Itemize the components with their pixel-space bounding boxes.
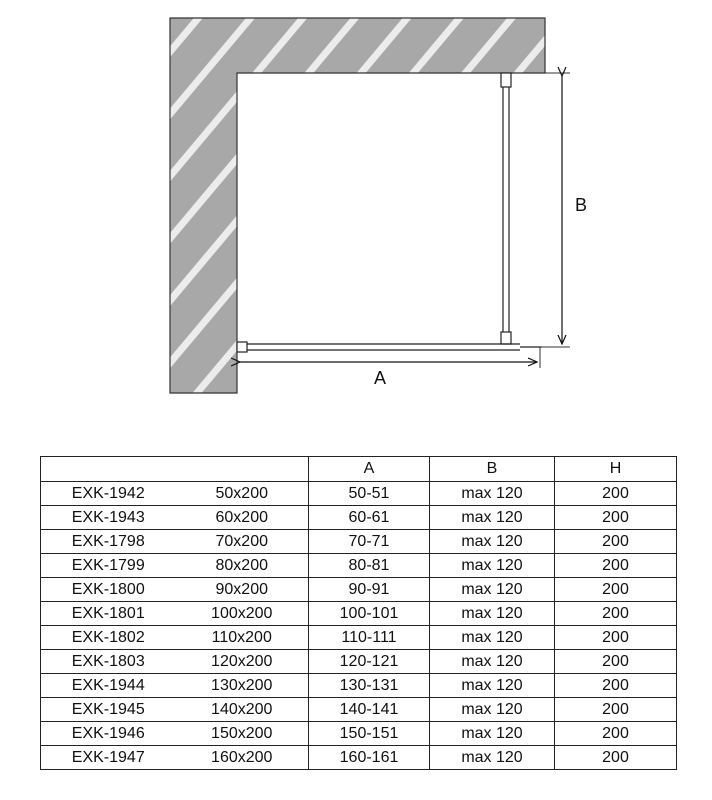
cell-col-b: max 120 bbox=[430, 674, 555, 698]
cell-code: EXK-1803 bbox=[41, 650, 176, 674]
side-glass-panel bbox=[501, 73, 511, 344]
front-glass-panel bbox=[237, 342, 542, 352]
wall-hatched bbox=[170, 18, 545, 393]
cell-code: EXK-1802 bbox=[41, 626, 176, 650]
cell-col-b: max 120 bbox=[430, 482, 555, 506]
table-row bbox=[41, 626, 677, 650]
cell-col-h: 200 bbox=[555, 602, 677, 626]
cell-code: EXK-1942 bbox=[41, 482, 176, 506]
cell-col-b: max 120 bbox=[430, 578, 555, 602]
table-row bbox=[41, 482, 677, 506]
cell-col-b: max 120 bbox=[430, 698, 555, 722]
cell-col-h: 200 bbox=[555, 530, 677, 554]
cell-code: EXK-1944 bbox=[41, 674, 176, 698]
table-row bbox=[41, 506, 677, 530]
cell-col-a: 130-131 bbox=[309, 674, 430, 698]
cell-size: 60x200 bbox=[176, 506, 309, 530]
cell-col-h: 200 bbox=[555, 578, 677, 602]
cell-col-a: 160-161 bbox=[309, 746, 430, 770]
cell-col-a: 50-51 bbox=[309, 482, 430, 506]
cell-col-a: 150-151 bbox=[309, 722, 430, 746]
cell-size: 150x200 bbox=[176, 722, 309, 746]
cell-col-h: 200 bbox=[555, 722, 677, 746]
cell-code: EXK-1799 bbox=[41, 554, 176, 578]
dimension-b bbox=[512, 73, 587, 347]
cell-col-b: max 120 bbox=[430, 554, 555, 578]
cell-col-a: 70-71 bbox=[309, 530, 430, 554]
cell-col-a: 140-141 bbox=[309, 698, 430, 722]
dimension-a bbox=[240, 347, 540, 388]
table-row bbox=[41, 554, 677, 578]
cell-size: 90x200 bbox=[176, 578, 309, 602]
cell-col-a: 90-91 bbox=[309, 578, 430, 602]
cell-size: 130x200 bbox=[176, 674, 309, 698]
cell-size: 110x200 bbox=[176, 626, 309, 650]
table-row bbox=[41, 698, 677, 722]
cell-col-h: 200 bbox=[555, 698, 677, 722]
cell-size: 70x200 bbox=[176, 530, 309, 554]
cell-col-b: max 120 bbox=[430, 746, 555, 770]
header-h: H bbox=[555, 457, 677, 482]
table-row bbox=[41, 674, 677, 698]
cell-code: EXK-1798 bbox=[41, 530, 176, 554]
cell-col-h: 200 bbox=[555, 746, 677, 770]
cell-size: 160x200 bbox=[176, 746, 309, 770]
header-a: A bbox=[309, 457, 430, 482]
cell-col-a: 110-111 bbox=[309, 626, 430, 650]
table-row bbox=[41, 578, 677, 602]
cell-size: 80x200 bbox=[176, 554, 309, 578]
cell-size: 120x200 bbox=[176, 650, 309, 674]
cell-col-b: max 120 bbox=[430, 506, 555, 530]
cell-col-h: 200 bbox=[555, 506, 677, 530]
dimensions-table bbox=[40, 456, 677, 770]
cell-code: EXK-1945 bbox=[41, 698, 176, 722]
cell-size: 50x200 bbox=[176, 482, 309, 506]
cell-col-b: max 120 bbox=[430, 626, 555, 650]
cell-code: EXK-1800 bbox=[41, 578, 176, 602]
table-row bbox=[41, 722, 677, 746]
cell-col-a: 120-121 bbox=[309, 650, 430, 674]
cell-col-b: max 120 bbox=[430, 650, 555, 674]
table-row bbox=[41, 530, 677, 554]
dimension-b-label: B bbox=[575, 195, 588, 215]
cell-col-a: 60-61 bbox=[309, 506, 430, 530]
cell-col-h: 200 bbox=[555, 482, 677, 506]
cell-col-h: 200 bbox=[555, 554, 677, 578]
table-row bbox=[41, 746, 677, 770]
cell-col-a: 80-81 bbox=[309, 554, 430, 578]
cell-size: 140x200 bbox=[176, 698, 309, 722]
header-empty bbox=[41, 457, 309, 482]
cell-code: EXK-1947 bbox=[41, 746, 176, 770]
cell-code: EXK-1946 bbox=[41, 722, 176, 746]
cell-col-b: max 120 bbox=[430, 602, 555, 626]
cell-col-h: 200 bbox=[555, 650, 677, 674]
header-b: B bbox=[430, 457, 555, 482]
table-body bbox=[41, 482, 677, 770]
table-row bbox=[41, 602, 677, 626]
table-row bbox=[41, 650, 677, 674]
cell-col-b: max 120 bbox=[430, 530, 555, 554]
cell-col-h: 200 bbox=[555, 626, 677, 650]
dimension-a-label: A bbox=[374, 368, 387, 388]
table-header-row bbox=[41, 457, 677, 482]
cell-col-b: max 120 bbox=[430, 722, 555, 746]
cell-code: EXK-1801 bbox=[41, 602, 176, 626]
cell-col-h: 200 bbox=[555, 674, 677, 698]
cell-col-a: 100-101 bbox=[309, 602, 430, 626]
cell-size: 100x200 bbox=[176, 602, 309, 626]
cell-code: EXK-1943 bbox=[41, 506, 176, 530]
